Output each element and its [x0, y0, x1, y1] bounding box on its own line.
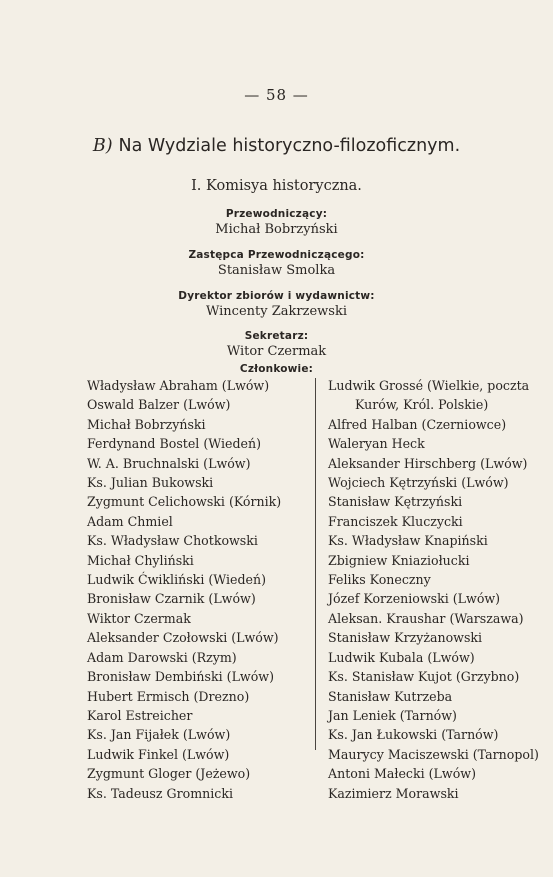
list-item: Feliks Koneczny [328, 572, 431, 588]
members-left-column [87, 376, 281, 803]
list-item: Aleksan. Kraushar (Warszawa) [328, 610, 524, 626]
members-label: Członkowie: [239, 363, 314, 375]
list-item: Zygmunt Gloger (Jeżewo) [87, 766, 251, 782]
chair-name: Michał Bobrzyński [215, 222, 338, 237]
list-item: Ferdynand Bostel (Wiedeń) [87, 436, 261, 452]
list-item: Antoni Małecki (Lwów) [328, 766, 476, 782]
list-item: Aleksander Hirschberg (Lwów) [328, 455, 528, 471]
list-item: Stanisław Kętrzyński [328, 494, 463, 510]
list-item: W. A. Bruchnalski (Lwów) [87, 455, 251, 471]
list-item: Michał Chyliński [87, 552, 194, 568]
deputy-label: Zastępca Przewodniczącego: [188, 249, 365, 261]
page-number: — 58 — [244, 86, 309, 104]
column-divider [315, 378, 316, 750]
list-item: Oswald Balzer (Lwów) [87, 397, 231, 413]
list-item: Aleksander Czołowski (Lwów) [87, 630, 279, 646]
list-item: Ludwik Ćwikliński (Wiedeń) [87, 572, 266, 588]
list-item: Jan Leniek (Tarnów) [328, 707, 457, 723]
list-item: Stanisław Krzyżanowski [328, 630, 483, 646]
list-item-continuation: Kurów, Król. Polskie) [355, 397, 489, 413]
members-right-column [328, 376, 539, 803]
section-title: Na Wydziale historyczno-filozoficznym. [118, 136, 461, 156]
section-letter: B) [92, 136, 113, 156]
secretary-label: Sekretarz: [244, 330, 309, 342]
list-item: Michał Bobrzyński [87, 416, 206, 432]
commission-title: I. Komisya historyczna. [191, 178, 362, 194]
list-item: Bronisław Czarnik (Lwów) [87, 591, 256, 607]
list-item: Stanisław Kutrzeba [328, 688, 453, 704]
list-item: Maurycy Maciszewski (Tarnopol) [328, 746, 539, 762]
list-item: Bronisław Dembiński (Lwów) [87, 669, 274, 685]
list-item: Franciszek Kluczycki [328, 513, 463, 529]
list-item: Kazimierz Morawski [328, 785, 459, 801]
list-item: Ks. Władysław Chotkowski [87, 533, 258, 549]
list-item: Ks. Stanisław Kujot (Grzybno) [328, 669, 520, 685]
secretary-name: Witor Czermak [226, 344, 327, 359]
list-item: Wiktor Czermak [87, 610, 191, 626]
list-item: Adam Chmiel [87, 513, 173, 529]
list-item: Karol Estreicher [87, 707, 193, 723]
list-item: Hubert Ermisch (Drezno) [87, 688, 250, 704]
list-item: Ludwik Finkel (Lwów) [87, 746, 230, 762]
list-item: Władysław Abraham (Lwów) [87, 378, 270, 393]
list-item: Ks. Tadeusz Gromnicki [87, 785, 233, 801]
director-name: Wincenty Zakrzewski [206, 304, 347, 319]
list-item: Waleryan Heck [328, 436, 425, 452]
director-label: Dyrektor zbiorów i wydawnictw: [178, 290, 375, 302]
list-item: Adam Darowski (Rzym) [87, 649, 237, 665]
section-heading [0, 136, 553, 156]
list-item: Ks. Władysław Knapiński [328, 533, 488, 549]
list-item: Ks. Julian Bukowski [87, 475, 214, 491]
list-item: Zbigniew Kniaziołucki [328, 552, 470, 568]
list-item: Wojciech Kętrzyński (Lwów) [328, 475, 509, 491]
deputy-name: Stanisław Smolka [217, 263, 336, 278]
list-item: Alfred Halban (Czerniowce) [328, 416, 507, 432]
list-item: Ludwik Grossé (Wielkie, poczta [328, 378, 530, 393]
list-item: Ludwik Kubala (Lwów) [328, 649, 475, 665]
list-item: Józef Korzeniowski (Lwów) [328, 591, 501, 607]
list-item: Ks. Jan Fijałek (Lwów) [87, 727, 231, 743]
chair-label: Przewodniczący: [225, 208, 328, 220]
list-item: Zygmunt Celichowski (Kórnik) [87, 494, 282, 510]
list-item: Ks. Jan Łukowski (Tarnów) [328, 727, 499, 743]
